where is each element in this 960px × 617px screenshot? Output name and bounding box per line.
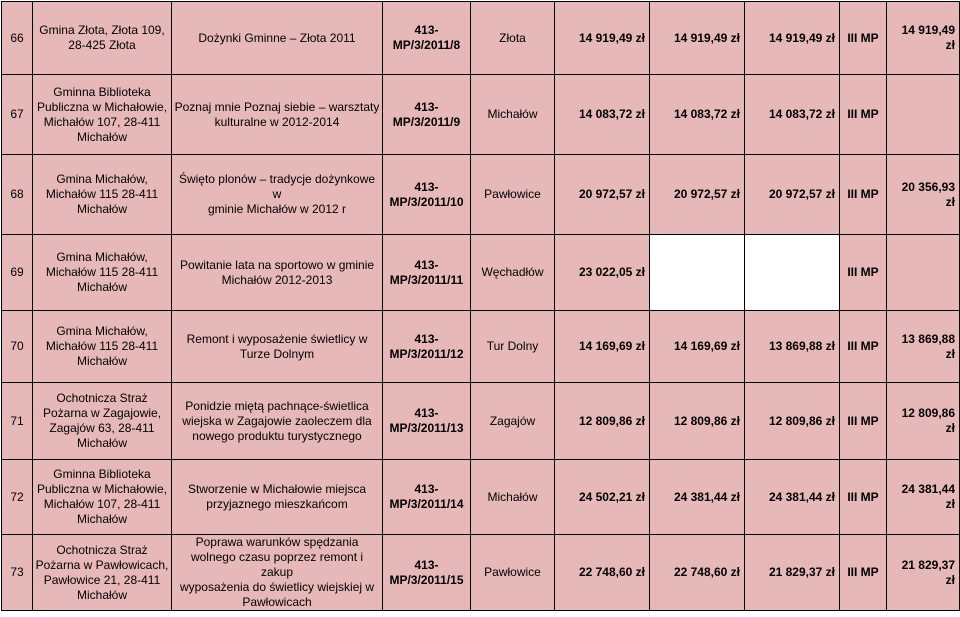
table-row — [2, 155, 960, 235]
cell-applicant: Ochotnicza Straż Pożarna w Pawłowicach, Pawłowice 21, 28-411 Michałów — [33, 535, 172, 611]
cell-lp: 69 — [2, 235, 33, 311]
cell-project-title: Remont i wyposażenie świetlicy w Turze Dolnym — [172, 311, 383, 383]
cell-amount-requested: 14 083,72 zł — [555, 75, 650, 155]
cell-amount-paid: 14 919,49 zł — [887, 2, 960, 75]
cell-amount-granted: 14 919,49 zł — [745, 2, 840, 75]
cell-amount-eligible: 14 083,72 zł — [650, 75, 745, 155]
cell-amount-granted — [745, 235, 840, 311]
cell-program: III MP — [840, 383, 887, 460]
cell-program: III MP — [840, 155, 887, 235]
cell-applicant: Gmina Michałów, Michałów 115 28-411 Michałów — [33, 311, 172, 383]
cell-lp: 70 — [2, 311, 33, 383]
cell-amount-requested: 14 919,49 zł — [555, 2, 650, 75]
cell-place: Złota — [471, 2, 555, 75]
cell-applicant: Gminna Biblioteka Publiczna w Michałowie, Michałów 107, 28-411 Michałów — [33, 460, 172, 535]
cell-application-code: 413- MP/3/2011/12 — [383, 311, 471, 383]
cell-amount-requested: 23 022,05 zł — [555, 235, 650, 311]
cell-amount-paid — [887, 75, 960, 155]
cell-amount-paid — [887, 235, 960, 311]
cell-amount-requested: 20 972,57 zł — [555, 155, 650, 235]
cell-applicant: Gmina Michałów, Michałów 115 28-411 Michałów — [33, 155, 172, 235]
table-row — [2, 75, 960, 155]
cell-lp: 73 — [2, 535, 33, 611]
cell-amount-eligible: 14 919,49 zł — [650, 2, 745, 75]
cell-place: Zagajów — [471, 383, 555, 460]
cell-application-code: 413- MP/3/2011/9 — [383, 75, 471, 155]
cell-amount-requested: 14 169,69 zł — [555, 311, 650, 383]
cell-amount-eligible: 20 972,57 zł — [650, 155, 745, 235]
table-row — [2, 2, 960, 75]
cell-lp: 66 — [2, 2, 33, 75]
cell-applicant: Gmina Michałów, Michałów 115 28-411 Michałów — [33, 235, 172, 311]
cell-place: Węchadłów — [471, 235, 555, 311]
cell-amount-granted: 12 809,86 zł — [745, 383, 840, 460]
cell-application-code: 413- MP/3/2011/10 — [383, 155, 471, 235]
cell-amount-granted: 14 083,72 zł — [745, 75, 840, 155]
cell-amount-granted: 21 829,37 zł — [745, 535, 840, 611]
cell-amount-eligible: 14 169,69 zł — [650, 311, 745, 383]
cell-lp: 72 — [2, 460, 33, 535]
table-row — [2, 383, 960, 460]
cell-amount-requested: 22 748,60 zł — [555, 535, 650, 611]
cell-place: Pawłowice — [471, 535, 555, 611]
cell-amount-paid: 20 356,93 zł — [887, 155, 960, 235]
table-row — [2, 535, 960, 611]
cell-program: III MP — [840, 535, 887, 611]
cell-amount-requested: 24 502,21 zł — [555, 460, 650, 535]
cell-amount-eligible: 24 381,44 zł — [650, 460, 745, 535]
cell-applicant: Gminna Biblioteka Publiczna w Michałowie, Michałów 107, 28-411 Michałów — [33, 75, 172, 155]
cell-place: Tur Dolny — [471, 311, 555, 383]
cell-project-title: Powitanie lata na sportowo w gminie Michałów 2012-2013 — [172, 235, 383, 311]
cell-application-code: 413- MP/3/2011/15 — [383, 535, 471, 611]
table-row — [2, 460, 960, 535]
cell-application-code: 413- MP/3/2011/13 — [383, 383, 471, 460]
cell-application-code: 413- MP/3/2011/8 — [383, 2, 471, 75]
table-row — [2, 311, 960, 383]
cell-application-code: 413- MP/3/2011/11 — [383, 235, 471, 311]
cell-amount-paid: 12 809,86 zł — [887, 383, 960, 460]
cell-program: III MP — [840, 2, 887, 75]
grants-table — [1, 1, 960, 611]
cell-project-title: Ponidzie miętą pachnące-świetlica wiejska w Zagajowie zaoleczem dla nowego produktu turystycznego — [172, 383, 383, 460]
cell-lp: 67 — [2, 75, 33, 155]
cell-applicant: Gmina Złota, Złota 109, 28-425 Złota — [33, 2, 172, 75]
cell-program: III MP — [840, 75, 887, 155]
cell-amount-granted: 20 972,57 zł — [745, 155, 840, 235]
cell-application-code: 413- MP/3/2011/14 — [383, 460, 471, 535]
cell-amount-eligible: 22 748,60 zł — [650, 535, 745, 611]
cell-amount-eligible — [650, 235, 745, 311]
cell-amount-paid: 24 381,44 zł — [887, 460, 960, 535]
cell-project-title: Poznaj mnie Poznaj siebie – warsztaty kulturalne w 2012-2014 — [172, 75, 383, 155]
cell-amount-requested: 12 809,86 zł — [555, 383, 650, 460]
cell-amount-granted: 13 869,88 zł — [745, 311, 840, 383]
cell-amount-paid: 21 829,37 zł — [887, 535, 960, 611]
cell-lp: 71 — [2, 383, 33, 460]
cell-amount-granted: 24 381,44 zł — [745, 460, 840, 535]
table-body — [2, 2, 960, 611]
cell-place: Michałów — [471, 460, 555, 535]
cell-place: Pawłowice — [471, 155, 555, 235]
cell-program: III MP — [840, 235, 887, 311]
cell-project-title: Poprawa warunków spędzania wolnego czasu poprzez remont i zakup wyposażenia do świetlicy wiejskiej w Pawłowicach — [172, 535, 383, 611]
cell-lp: 68 — [2, 155, 33, 235]
cell-project-title: Święto plonów – tradycje dożynkowe w gminie Michałów w 2012 r — [172, 155, 383, 235]
cell-applicant: Ochotnicza Straż Pożarna w Zagajowie, Zagajów 63, 28-411 Michałów — [33, 383, 172, 460]
cell-place: Michałów — [471, 75, 555, 155]
cell-project-title: Dożynki Gminne – Złota 2011 — [172, 2, 383, 75]
cell-amount-eligible: 12 809,86 zł — [650, 383, 745, 460]
table-row — [2, 235, 960, 311]
cell-project-title: Stworzenie w Michałowie miejsca przyjaznego mieszkańcom — [172, 460, 383, 535]
cell-program: III MP — [840, 311, 887, 383]
cell-amount-paid: 13 869,88 zł — [887, 311, 960, 383]
cell-program: III MP — [840, 460, 887, 535]
